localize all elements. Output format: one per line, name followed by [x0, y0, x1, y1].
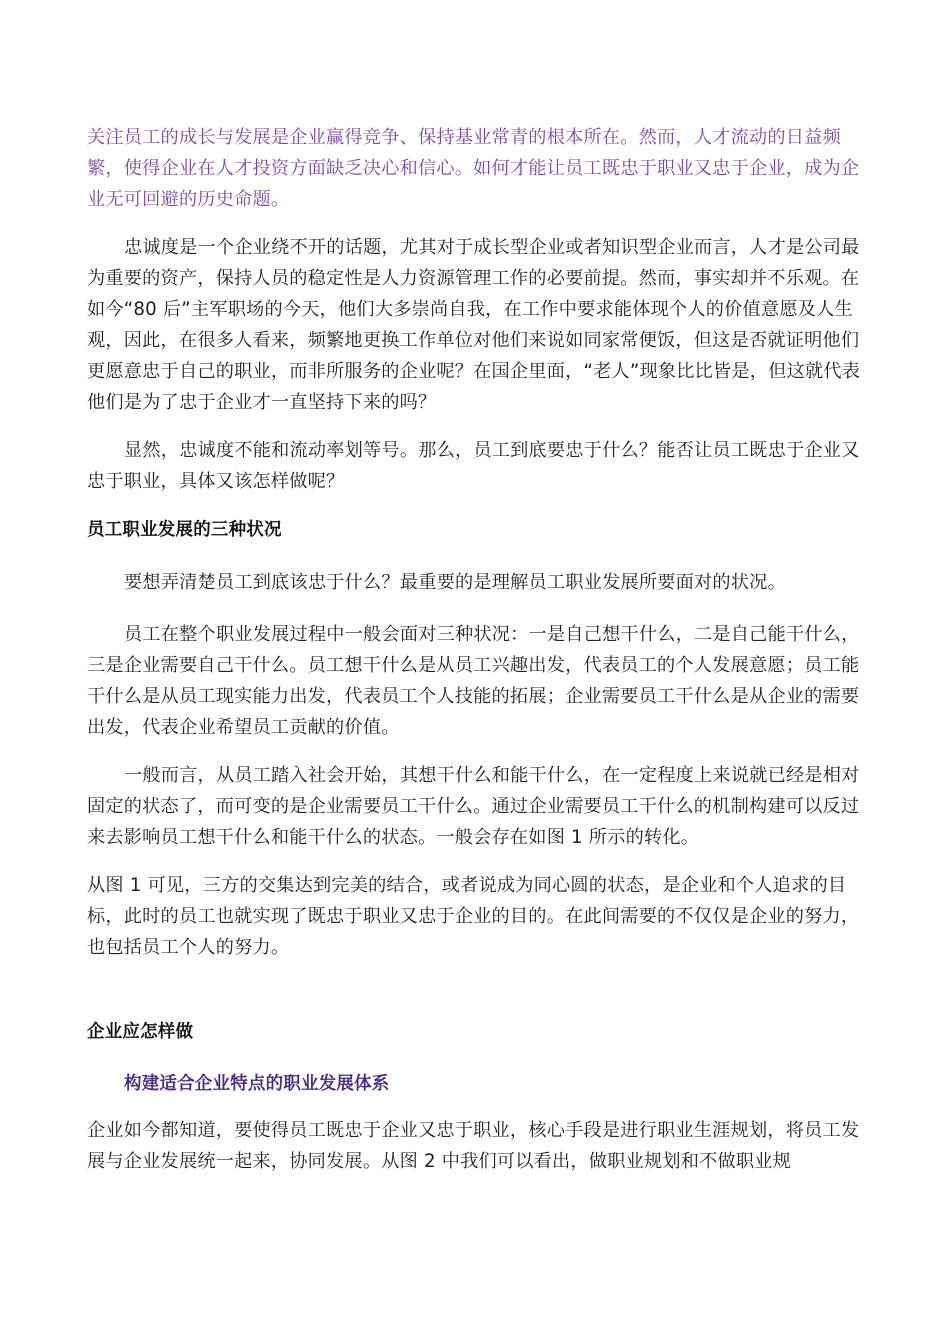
- paragraph-three-situations: 员工在整个职业发展过程中一般会面对三种状况：一是自己想干什么，二是自己能干什么，三是企业需要自己干什么。员工想干什么是从员工兴趣出发，代表员工的个人发展意愿；员工能干什么是从员工现实能力出发，代表员工个人技能的拓展；企业需要员工干什么是从企业的需要出发，代表企业希望员工贡献的价值。: [87, 624, 860, 738]
- paragraph-transformation: 一般而言，从员工踏入社会开始，其想干什么和能干什么，在一定程度上来说就已经是相对固定的状态了，而可变的是企业需要员工干什么。通过企业需要员工干什么的机制构建可以反过来去影响员工想干什么和能干什么的状态。一般会存在如图 1 所示的转化。: [87, 765, 860, 848]
- intro-paragraph: 关注员工的成长与发展是企业赢得竞争、保持基业常青的根本所在。然而，人才流动的日益频繁，使得企业在人才投资方面缺乏决心和信心。如何才能让员工既忠于职业又忠于企业，成为企业无可回避的历史命题。: [87, 127, 860, 210]
- paragraph-turnover: 显然，忠诚度不能和流动率划等号。那么，员工到底要忠于什么？能否让员工既忠于企业又忠于职业，具体又该怎样做呢？: [87, 440, 860, 492]
- paragraph-understanding: 要想弄清楚员工到底该忠于什么？最重要的是理解员工职业发展所要面对的状况。: [124, 572, 786, 593]
- paragraph-figure-1: 从图 1 可见，三方的交集达到完美的结合，或者说成为同心圆的状态，是企业和个人追求的目标，此时的员工也就实现了既忠于职业又忠于企业的目的。在此间需要的不仅仅是企业的努力，也包括员工个人的努力。: [87, 875, 860, 958]
- subheading-career-system: 构建适合企业特点的职业发展体系: [124, 1074, 390, 1094]
- section-heading-career-situations: 员工职业发展的三种状况: [87, 520, 282, 540]
- article-body: [87, 122, 863, 1177]
- section-heading-what-to-do: 企业应怎样做: [87, 1022, 194, 1042]
- paragraph-loyalty: 忠诚度是一个企业绕不开的话题，尤其对于成长型企业或者知识型企业而言，人才是公司最为重要的资产，保持人员的稳定性是人力资源管理工作的必要前提。然而，事实却并不乐观。在如今“80 后”主军职场的今天，他们大多崇尚自我，在工作中要求能体现个人的价值意愿及人生观，因此，在很多人看来，频繁地更换工作单位对他们来说如同家常便饭，但这是否就证明他们更愿意忠于自己的职业，而非所服务的企业呢？在国企里面，“老人”现象比比皆是，但这就代表他们是为了忠于企业才一直坚持下来的吗？: [87, 237, 861, 413]
- paragraph-career-planning: 企业如今都知道，要使得员工既忠于企业又忠于职业，核心手段是进行职业生涯规划，将员工发展与企业发展统一起来，协同发展。从图 2 中我们可以看出，做职业规划和不做职业规: [87, 1120, 860, 1172]
